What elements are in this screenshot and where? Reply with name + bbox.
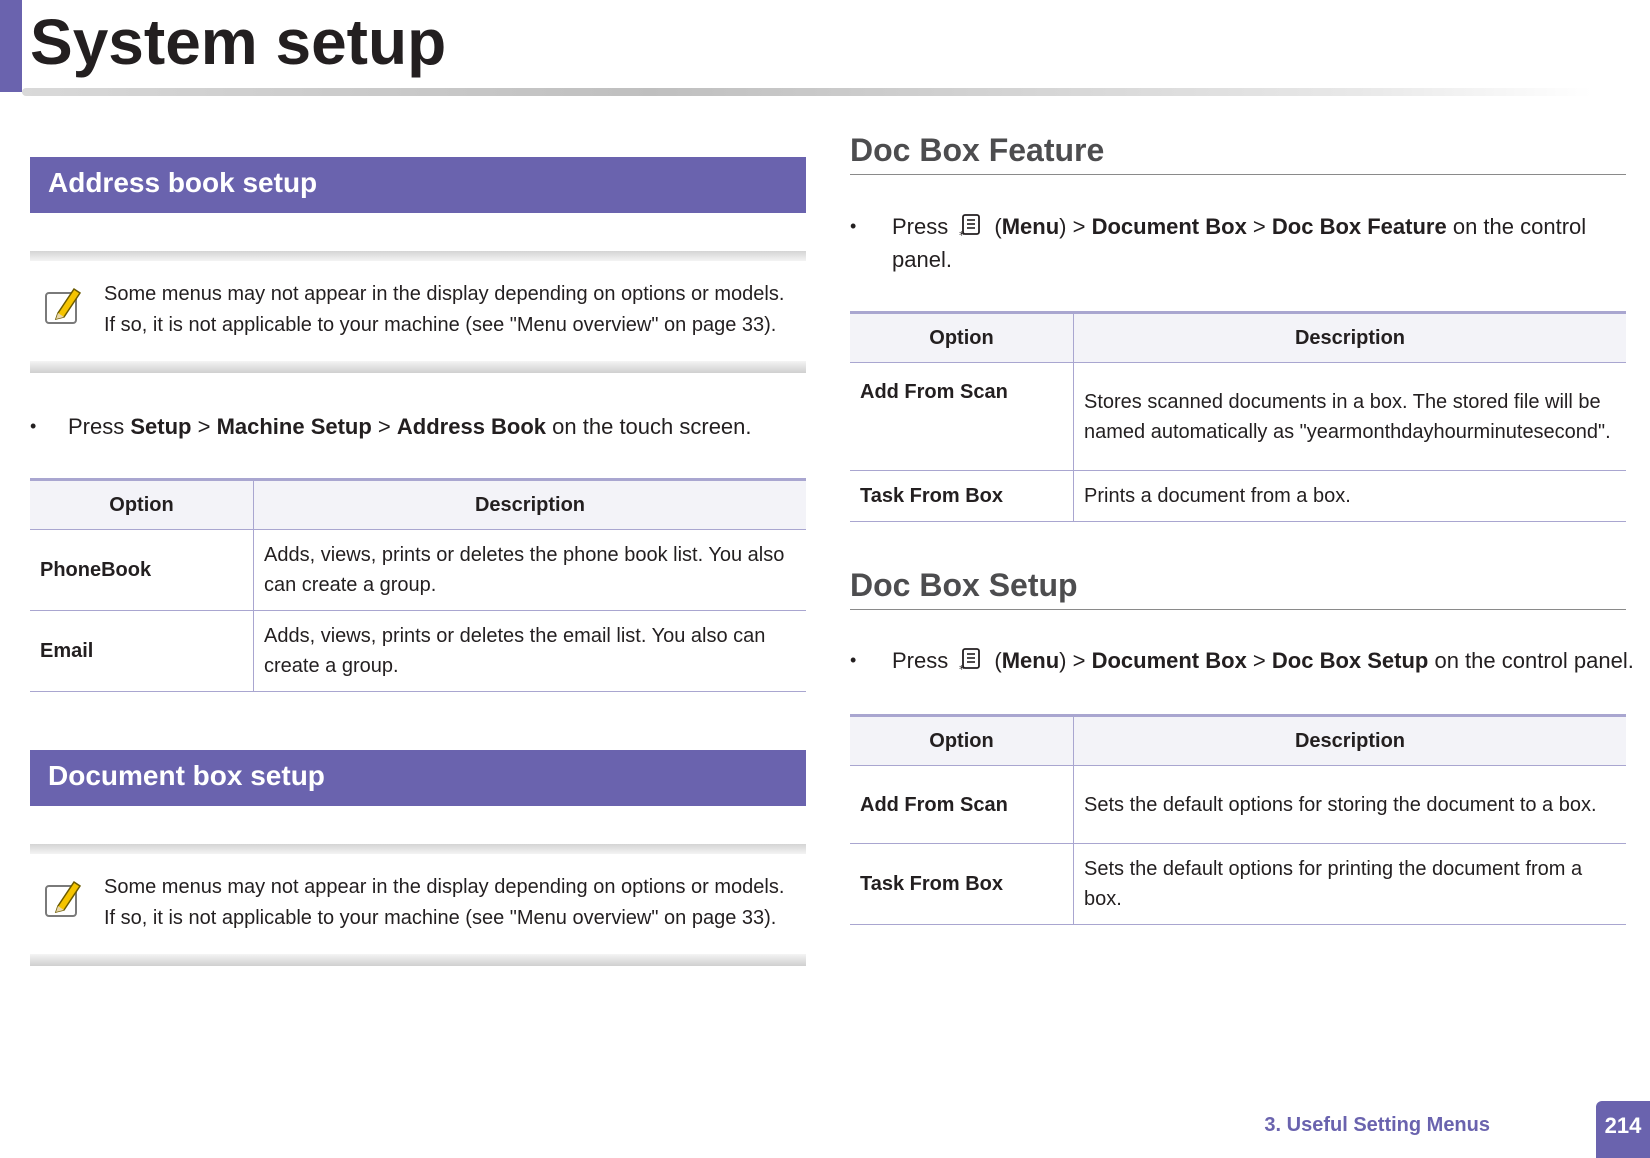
menu-path-setup: Setup [130,414,192,439]
description-cell: Stores scanned documents in a box. The stored file will be named automatically as "yearmonthdayhourminutesecond". [1074,363,1627,471]
option-cell: Task From Box [850,844,1074,925]
doc-box-setup-table [850,714,1626,925]
page-number: 214 [1596,1101,1650,1158]
pencil-note-icon [44,876,82,918]
description-cell: Adds, views, prints or deletes the email list. You also can create a group. [254,611,807,692]
instruction-doc-box-setup: • Press * (Menu) > Document Box > Doc Box Setup on the control panel. [850,644,1640,677]
heading-doc-box-setup: Doc Box Setup [850,565,1626,610]
menu-path-machine-setup: Machine Setup [216,414,372,439]
instruction-address-book: • Press Setup > Machine Setup > Address Book on the touch screen. [30,414,752,439]
option-cell: Email [30,611,254,692]
column-header-option: Option [850,716,1074,766]
option-cell: Add From Scan [850,766,1074,844]
pencil-note-icon [44,283,82,325]
page-title: System setup [30,6,447,78]
instruction-doc-box-feature: • Press * (Menu) > Document Box > Doc Box Feature on the control panel. [850,214,1587,272]
section-heading-document-box: Document box setup [30,750,806,806]
menu-path-document-box: Document Box [1091,648,1247,673]
description-cell: Prints a document from a box. [1074,471,1627,522]
svg-text:*: * [959,663,965,673]
doc-box-feature-table [850,311,1626,522]
column-header-description: Description [1074,716,1627,766]
table-header-row [850,313,1626,363]
note-document-box [30,844,806,966]
column-header-description: Description [254,480,807,530]
footer-chapter-link[interactable]: 3. Useful Setting Menus [1264,1114,1490,1136]
svg-text:*: * [959,229,965,239]
table-row [30,611,806,692]
option-cell: PhoneBook [30,530,254,611]
heading-doc-box-feature: Doc Box Feature [850,130,1626,175]
menu-path-address-book: Address Book [396,414,547,439]
note-address-book [30,251,806,373]
menu-button-icon [958,213,984,239]
table-header-row [850,716,1626,766]
column-header-option: Option [850,313,1074,363]
note-text: Some menus may not appear in the display depending on options or models. If so, it is not applicable to your machine (see "Menu overview" on page 33). [104,283,785,336]
address-book-table [30,478,806,692]
table-row [850,766,1626,844]
table-row [850,471,1626,522]
title-divider [22,88,1592,96]
option-cell: Task From Box [850,471,1074,522]
menu-button-icon [958,647,984,673]
description-cell: Sets the default options for printing the document from a box. [1074,844,1627,925]
section-heading-address-book: Address book setup [30,157,806,213]
menu-path-doc-box-setup: Doc Box Setup [1271,648,1429,673]
column-header-description: Description [1074,313,1627,363]
option-cell: Add From Scan [850,363,1074,471]
description-cell: Sets the default options for storing the document to a box. [1074,766,1627,844]
table-header-row [30,480,806,530]
table-row [850,844,1626,925]
column-header-option: Option [30,480,254,530]
table-row [850,363,1626,471]
menu-path-document-box: Document Box [1091,214,1247,239]
note-text: Some menus may not appear in the display depending on options or models. If so, it is not applicable to your machine (see "Menu overview" on page 33). [104,876,785,929]
description-cell: Adds, views, prints or deletes the phone book list. You also can create a group. [254,530,807,611]
table-row [30,530,806,611]
menu-path-doc-box-feature: Doc Box Feature [1271,214,1447,239]
page-accent-bar [0,0,22,92]
